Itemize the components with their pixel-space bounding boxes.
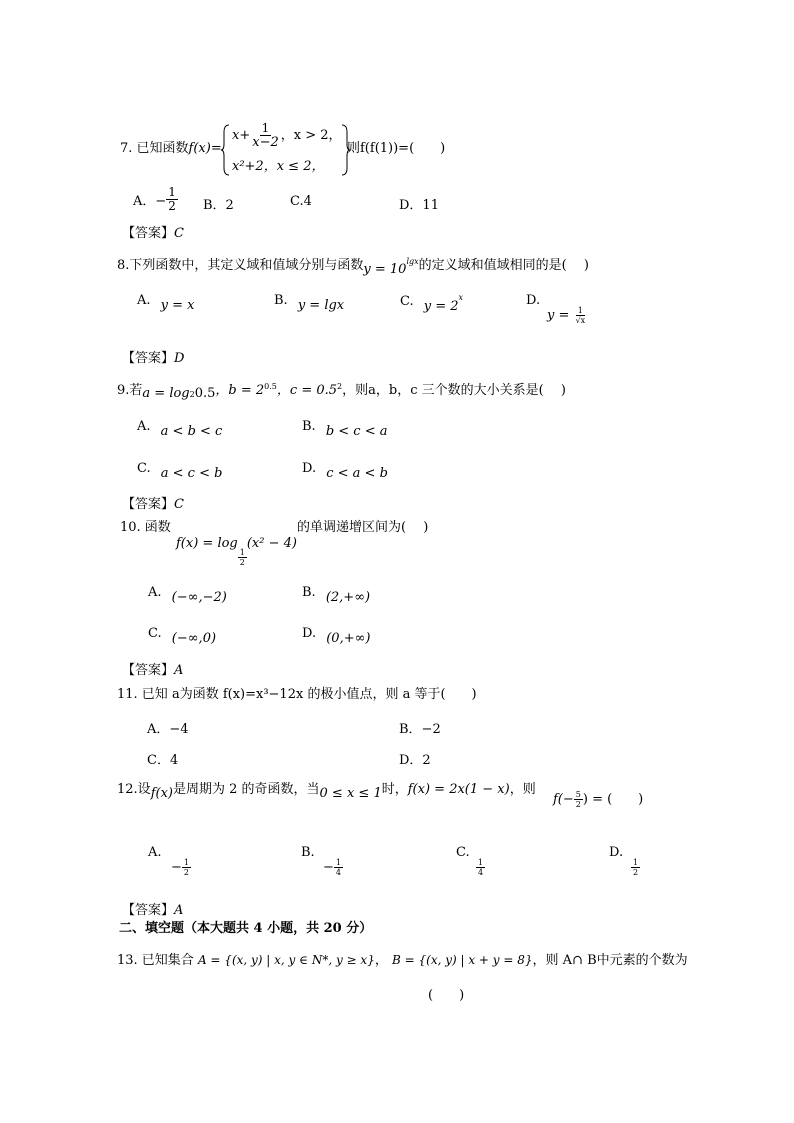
q10-function: f(x) = log $\frac{1}{2}$ (x² − 4) <box>176 536 297 567</box>
q12-option-a-label: A. <box>148 845 162 860</box>
q10-option-a: A. (−∞,−2) <box>148 585 227 605</box>
q12-ask: f(− $\frac{5}{2}$ ) = ( ) <box>553 790 644 809</box>
q8-option-b: B. y = lgx <box>274 293 345 313</box>
q7-suffix: 则f(f(1))=( ) <box>347 141 446 156</box>
q12-option-b-label: B. <box>301 845 315 860</box>
section-fill-in-title: 二、填空题（本大题共 4 小题，共 20 分） <box>119 921 373 936</box>
q9-option-c: C. a < c < b <box>137 461 223 481</box>
q12-stem: 12.设f(x)是周期为 2 的奇函数，当0 ≤ x ≤ 1时，f(x) = 2x(1 − x)，则 <box>117 782 536 801</box>
q12-option-a-value: − $\frac{1}{2}$ <box>171 858 189 877</box>
q9-option-b: B. b < c < a <box>302 419 388 439</box>
q7-option-a: A．− $\frac{1}{2}$ <box>133 185 176 213</box>
q10-stem: 10. 函数 <box>120 520 171 535</box>
q7-option-b: B．2 <box>203 198 234 213</box>
q8-option-d-expr: y = $\frac{1}{√x}$ <box>547 306 586 325</box>
q10-option-d: D. (0,+∞) <box>302 626 371 646</box>
q9-option-d: D. c < a < b <box>302 461 388 481</box>
q8-stem: 8.下列函数中，其定义域和值域分别与函数$y = 10^{lgx}$的定义域和值域相同的是( ) <box>117 257 589 277</box>
q13-answer-blank: ( ) <box>428 988 465 1003</box>
q7-answer: 【答案】C <box>122 226 184 241</box>
q7-left-brace <box>221 124 231 176</box>
q7-option-d: D．11 <box>399 198 439 213</box>
q11-option-b: B．−2 <box>399 722 441 737</box>
q13-stem: 13. 已知集合 A = {(x, y) | x, y ∈ N*, y ≥ x}， B = {(x, y) | x + y = 8}，则 A∩ B中元素的个数为 <box>117 953 688 968</box>
q12-option-d-label: D. <box>609 845 624 860</box>
q12-option-d-value: $\frac{1}{2}$ <box>633 858 639 877</box>
q12-option-b-value: − $\frac{1}{4}$ <box>323 858 341 877</box>
q10-answer: 【答案】A <box>122 663 184 678</box>
q11-option-c: C．4 <box>147 753 179 768</box>
q10-option-b: B. (2,+∞) <box>302 585 371 605</box>
q12-option-c-value: $\frac{1}{4}$ <box>478 858 484 877</box>
q9-option-a: A. a < b < c <box>137 419 223 439</box>
q7-option-c: C.4 <box>290 194 312 209</box>
q7-case1: x+ $\frac{1}{x-2}$ ，x > 2， <box>232 121 342 150</box>
q11-option-d: D．2 <box>399 753 431 768</box>
q9-stem: 9.若$a = \log_20.5$，$b = 2^{0.5}$，$c = 0.5^2$，则a，b，c 三个数的大小关系是( ) <box>117 382 566 401</box>
q11-stem: 11. 已知 a为函数 f(x)=x³−12x 的极小值点，则 a 等于( ) <box>117 687 477 702</box>
q12-option-c-label: C. <box>456 845 470 860</box>
q7-prefix: 7. 已知函数f(x)= <box>120 141 222 156</box>
q7-case2: x²+2，x ≤ 2， <box>232 159 325 174</box>
q10-stem-end: 的单调递增区间为( ) <box>297 520 429 535</box>
q11-option-a: A．−4 <box>147 722 189 737</box>
q9-answer: 【答案】C <box>122 497 184 512</box>
q8-option-a: A. y = x <box>137 293 195 313</box>
q8-answer: 【答案】D <box>122 351 185 366</box>
q12-answer: 【答案】A <box>122 903 184 918</box>
q10-option-c: C. (−∞,0) <box>148 626 217 646</box>
q8-option-c: C. $y = 2^x$ <box>400 293 464 314</box>
q8-option-d: D. <box>526 293 541 308</box>
